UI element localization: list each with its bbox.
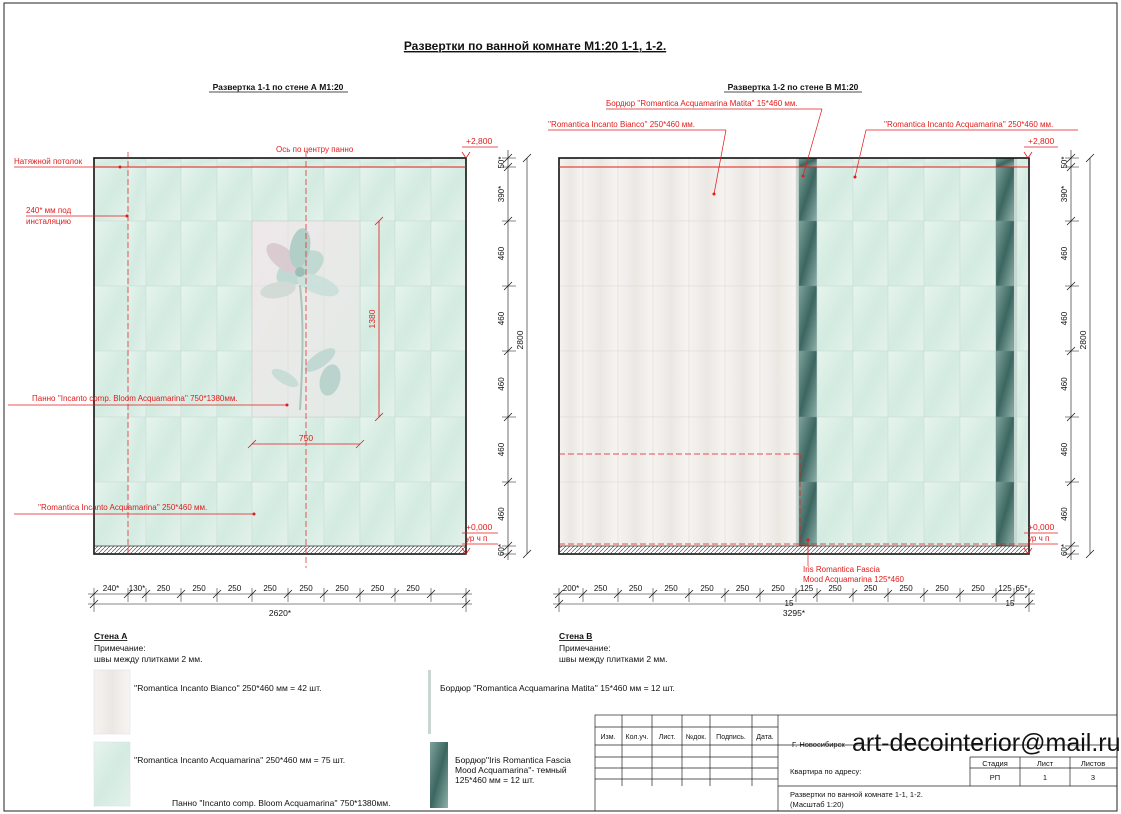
tile-acqua: [146, 417, 181, 482]
wall-b-note-1: Примечание:: [559, 643, 611, 653]
tile-acqua: [217, 167, 252, 221]
svg-text:РП: РП: [989, 773, 1001, 782]
tile-bianco: [653, 286, 689, 351]
side-dim-label: 460: [1060, 311, 1069, 326]
side-dim-label: 460: [497, 311, 506, 326]
stamp-address: Квартира по адресу:: [790, 767, 862, 776]
tile-acqua: [181, 221, 217, 286]
legend-iris-2: Mood Acquamarina''- темный: [455, 765, 567, 775]
bottom-dim-label: 250: [192, 584, 206, 593]
wall-b-bottom-dims: [553, 584, 1035, 618]
tile-acqua: [960, 482, 996, 546]
tile-matita: [796, 221, 799, 286]
side-dim-label: 460: [497, 507, 506, 521]
tile-bianco: [559, 286, 583, 351]
tile-bianco: [725, 221, 760, 286]
tile-acqua: [853, 286, 888, 351]
dim-15-right: 15: [1005, 599, 1015, 608]
dim-panel-width: 750: [298, 433, 314, 443]
tile-acqua: [146, 286, 181, 351]
tile-acqua: [1017, 286, 1029, 351]
tile-acqua: [853, 167, 888, 221]
svg-text:+2,800: +2,800: [466, 136, 493, 146]
tile-acqua: [960, 158, 996, 167]
tile-acqua: [94, 351, 128, 417]
tile-acqua: [817, 417, 853, 482]
tile-acqua: [960, 167, 996, 221]
tile-bianco: [653, 158, 689, 167]
tile-bianco: [559, 351, 583, 417]
tile-bianco: [760, 482, 796, 546]
tile-matita: [1014, 351, 1017, 417]
tile-bianco: [760, 351, 796, 417]
tile-bianco: [583, 482, 618, 546]
tile-bianco: [689, 221, 725, 286]
tile-matita: [796, 286, 799, 351]
svg-text:Лист: Лист: [1036, 759, 1054, 768]
tile-acqua: [181, 158, 217, 167]
tile-bianco: [618, 482, 653, 546]
tile-acqua: [252, 158, 288, 167]
tile-acqua: [360, 286, 395, 351]
tile-iris: [799, 221, 817, 286]
tile-acqua: [431, 482, 466, 546]
tile-acqua: [888, 482, 924, 546]
tile-bianco: [689, 351, 725, 417]
tile-acqua: [1017, 221, 1029, 286]
tile-bianco: [618, 221, 653, 286]
svg-text:Стадия: Стадия: [982, 759, 1008, 768]
svg-text:ур ч п: ур ч п: [1028, 534, 1050, 543]
tile-bianco: [559, 167, 583, 221]
tile-acqua: [431, 158, 466, 167]
bottom-dim-label: 250: [899, 584, 913, 593]
tile-bianco: [760, 221, 796, 286]
tile-acqua: [395, 417, 431, 482]
tile-iris: [799, 167, 817, 221]
tile-acqua: [924, 167, 960, 221]
tile-acqua: [817, 286, 853, 351]
side-dim-label: 390*: [1060, 185, 1069, 203]
callout-acqua: ''Romantica Incanto Acquamarina'' 250*460 мм.: [884, 120, 1054, 129]
tile-acqua: [1017, 158, 1029, 167]
tile-acqua: [128, 351, 146, 417]
tile-acqua: [960, 351, 996, 417]
tile-acqua: [217, 286, 252, 351]
svg-text:Подпись.: Подпись.: [716, 734, 746, 741]
tile-bianco: [559, 482, 583, 546]
side-dim-label: 460: [1060, 246, 1069, 261]
tile-acqua: [431, 167, 466, 221]
bottom-total-label: 3295*: [782, 608, 806, 618]
tile-acqua: [853, 221, 888, 286]
tile-acqua: [324, 167, 360, 221]
level-top-a: [462, 136, 498, 158]
legend-acqua: ''Romantica Incanto Acquamarina'' 250*460 мм = 75 шт.: [134, 755, 346, 765]
tile-matita: [796, 158, 799, 167]
dim-15-left: 15: [784, 599, 794, 608]
side-total-label: 2800: [515, 330, 525, 350]
side-dim-label: 50*: [497, 156, 506, 169]
tile-acqua: [360, 482, 395, 546]
side-dim-label: 460: [1060, 507, 1069, 521]
bottom-dim-label: 250: [828, 584, 842, 593]
tile-bianco: [618, 417, 653, 482]
level-top-b: [1024, 136, 1058, 158]
bottom-dim-label: 250: [227, 584, 242, 593]
bottom-dim-label: 250: [664, 584, 678, 593]
side-dim-label: 60*: [1060, 543, 1069, 557]
svg-text:№док.: №док.: [685, 734, 707, 741]
bottom-dim-label: 250: [863, 584, 878, 593]
svg-text:Листов: Листов: [1080, 759, 1106, 768]
tile-bianco: [725, 482, 760, 546]
tile-acqua: [252, 167, 288, 221]
callout-panel: Панно ''Incanto comp. Bloom Acquamarina'' 750*1380мм.: [32, 394, 238, 403]
tile-acqua: [960, 417, 996, 482]
tile-acqua: [128, 158, 146, 167]
wall-a-note-1: Примечание:: [94, 643, 146, 653]
bottom-dim-label: 130*: [128, 584, 146, 593]
bottom-dim-label: 250: [935, 584, 949, 593]
tile-acqua: [94, 221, 128, 286]
stamp-desc-2: (Масштаб 1:20): [790, 800, 844, 809]
tile-acqua: [960, 221, 996, 286]
tile-bianco: [760, 167, 796, 221]
tile-acqua: [146, 167, 181, 221]
callout-bianco: ''Romantica Incanto Bianco'' 250*460 мм.: [548, 120, 695, 129]
tile-acqua: [888, 221, 924, 286]
legend-panel: Панно ''Incanto comp. Bloom Acquamarina'' 750*1380мм.: [172, 798, 391, 808]
bottom-dim-label: 250: [370, 584, 385, 593]
legend-swatch-iris: [430, 742, 448, 808]
legend-matita: Бордюр ''Romantica Acquamarina Matita'' 15*460 мм = 12 шт.: [440, 683, 675, 693]
stamp-city: Г. Новосибирск: [792, 740, 845, 749]
tile-bianco: [583, 417, 618, 482]
wall-a-caption: Развертка 1-1 по стене А М1:20: [212, 82, 344, 92]
tile-matita: [796, 482, 799, 546]
legend: [94, 670, 675, 808]
legend-swatch-bianco: [94, 670, 130, 734]
tile-acqua: [324, 158, 360, 167]
bottom-dim-label: 250: [628, 584, 643, 593]
tile-acqua: [324, 482, 360, 546]
tile-bianco: [689, 167, 725, 221]
tile-acqua: [924, 482, 960, 546]
bottom-dim-label: 250: [406, 584, 420, 593]
tile-acqua: [888, 417, 924, 482]
tile-iris: [799, 482, 817, 546]
side-dim-label: 460: [1060, 377, 1069, 391]
side-dim-label: 460: [497, 442, 506, 457]
tile-acqua: [395, 221, 431, 286]
side-total-label: 2800: [1078, 330, 1088, 350]
legend-bianco: ''Romantica Incanto Bianco'' 250*460 мм = 42 шт.: [134, 683, 322, 693]
tile-acqua: [217, 158, 252, 167]
callout-install-1: 240* мм под: [26, 206, 72, 215]
tile-bianco: [689, 286, 725, 351]
tile-acqua: [324, 417, 360, 482]
tile-bianco: [559, 158, 583, 167]
tile-matita: [1014, 417, 1017, 482]
wall-b-note-2: швы между плитками 2 мм.: [559, 654, 668, 664]
tile-acqua: [128, 286, 146, 351]
side-dim-label: 390*: [497, 185, 506, 203]
tile-acqua: [128, 221, 146, 286]
callout-iris-2: Mood Acquamarina 125*460: [803, 575, 904, 584]
tile-bianco: [653, 417, 689, 482]
tile-acqua: [94, 286, 128, 351]
tile-matita: [1014, 221, 1017, 286]
tile-acqua: [395, 482, 431, 546]
callout-axis: Ось по центру панно: [276, 145, 354, 154]
tile-acqua: [888, 351, 924, 417]
tile-acqua: [181, 286, 217, 351]
wall-a-bottom-dims: [88, 584, 472, 618]
tile-iris: [799, 351, 817, 417]
svg-text:3: 3: [1090, 773, 1096, 782]
wall-b: [548, 82, 1094, 664]
tile-bianco: [725, 167, 760, 221]
tile-acqua: [360, 158, 395, 167]
tile-acqua: [1017, 167, 1029, 221]
level-zero-a: [462, 522, 498, 554]
bottom-dim-label: 250: [263, 584, 277, 593]
tile-iris: [996, 482, 1014, 546]
tile-acqua: [146, 158, 181, 167]
svg-text:+0,000: +0,000: [466, 522, 493, 532]
svg-text:Кол.уч.: Кол.уч.: [625, 734, 649, 741]
tile-matita: [1014, 286, 1017, 351]
bottom-dim-label: 125: [799, 584, 814, 593]
tile-bianco: [760, 286, 796, 351]
bottom-dim-label: 250: [299, 584, 313, 593]
side-dim-label: 60*: [497, 543, 506, 557]
svg-text:Изм.: Изм.: [600, 734, 616, 741]
tile-acqua: [853, 351, 888, 417]
tile-bianco: [653, 221, 689, 286]
page-title: Развертки по ванной комнате М1:20 1-1, 1-2.: [403, 39, 667, 53]
tile-iris: [996, 286, 1014, 351]
tile-iris: [996, 158, 1014, 167]
tile-acqua: [217, 221, 252, 286]
tile-acqua: [94, 417, 128, 482]
tile-iris: [996, 417, 1014, 482]
callout-ceiling: Натяжной потолок: [14, 157, 83, 166]
tile-acqua: [853, 417, 888, 482]
tile-bianco: [725, 417, 760, 482]
tile-bianco: [583, 351, 618, 417]
tile-acqua: [817, 482, 853, 546]
tile-acqua: [94, 167, 128, 221]
tile-bianco: [725, 351, 760, 417]
bottom-dim-label: 240*: [102, 584, 120, 593]
tile-acqua: [181, 417, 217, 482]
side-dim-label: 460: [497, 246, 506, 261]
tile-acqua: [395, 286, 431, 351]
tile-acqua: [395, 351, 431, 417]
tile-acqua: [146, 221, 181, 286]
tile-matita: [1014, 482, 1017, 546]
tile-acqua: [360, 167, 395, 221]
tile-bianco: [618, 286, 653, 351]
bottom-dim-label: 125: [998, 584, 1012, 593]
bottom-dim-label: 250: [593, 584, 608, 593]
tile-acqua: [817, 351, 853, 417]
tile-acqua: [431, 351, 466, 417]
wall-b-caption: Развертка 1-2 по стене В М1:20: [727, 82, 859, 92]
tile-bianco: [653, 167, 689, 221]
svg-text:1: 1: [1042, 773, 1048, 782]
tile-acqua: [924, 158, 960, 167]
tile-matita: [796, 417, 799, 482]
tile-bianco: [760, 417, 796, 482]
tile-acqua: [888, 158, 924, 167]
stamp-email[interactable]: art-decointerior@mail.ru: [852, 729, 1121, 757]
tile-matita: [1014, 167, 1017, 221]
bottom-dim-label: 250: [735, 584, 750, 593]
bottom-dim-label: 250: [771, 584, 785, 593]
tile-bianco: [689, 482, 725, 546]
tile-acqua: [181, 167, 217, 221]
tile-acqua: [217, 417, 252, 482]
tile-acqua: [924, 417, 960, 482]
tile-bianco: [618, 167, 653, 221]
callout-iris-1: Iris Romantica Fascia: [803, 565, 880, 574]
tile-acqua: [960, 286, 996, 351]
wall-a-label: Стена А: [94, 631, 128, 641]
tile-bianco: [559, 417, 583, 482]
legend-swatch-acqua: [94, 742, 130, 806]
tile-acqua: [181, 351, 217, 417]
callout-tile: ''Romantica Incanto Acquamarina'' 250*460 мм.: [38, 503, 208, 512]
callout-matita: Бордюр ''Romantica Acquamarina Matita'' 15*460 мм.: [606, 99, 798, 108]
tile-bianco: [618, 351, 653, 417]
tile-bianco: [583, 286, 618, 351]
bottom-dim-label: 250: [156, 584, 171, 593]
legend-iris-3: 125*460 мм = 12 шт.: [455, 775, 535, 785]
svg-text:Дата.: Дата.: [756, 734, 774, 741]
tile-acqua: [924, 351, 960, 417]
wall-b-side-dims: [1060, 150, 1094, 560]
svg-text:+0,000: +0,000: [1028, 522, 1055, 532]
tile-acqua: [94, 158, 128, 167]
bottom-dim-label: 250: [335, 584, 349, 593]
dim-panel-height: 1380: [367, 309, 377, 329]
tile-matita: [1014, 158, 1017, 167]
tile-iris: [799, 417, 817, 482]
legend-swatch-matita: [428, 670, 431, 734]
side-dim-label: 460: [497, 377, 506, 391]
bottom-total-label: 2620*: [268, 608, 292, 618]
tile-acqua: [431, 221, 466, 286]
tile-acqua: [217, 351, 252, 417]
tile-acqua: [888, 167, 924, 221]
tile-bianco: [583, 158, 618, 167]
tile-acqua: [395, 158, 431, 167]
tile-bianco: [725, 286, 760, 351]
tile-acqua: [128, 167, 146, 221]
tile-acqua: [431, 286, 466, 351]
wall-b-tiles: [559, 158, 1029, 546]
tile-bianco: [583, 221, 618, 286]
tile-acqua: [360, 351, 395, 417]
bottom-dim-label: 65*: [1015, 584, 1028, 593]
tile-bianco: [689, 417, 725, 482]
tile-acqua: [817, 167, 853, 221]
tile-acqua: [888, 286, 924, 351]
tile-acqua: [1017, 351, 1029, 417]
tile-bianco: [583, 167, 618, 221]
tile-acqua: [817, 221, 853, 286]
tile-acqua: [924, 221, 960, 286]
tile-acqua: [853, 482, 888, 546]
svg-text:+2,800: +2,800: [1028, 136, 1055, 146]
tile-bianco: [653, 351, 689, 417]
tile-matita: [796, 351, 799, 417]
bottom-dim-label: 250: [971, 584, 985, 593]
tile-acqua: [146, 351, 181, 417]
svg-text:ур ч п: ур ч п: [466, 534, 488, 543]
bottom-dim-label: 250: [700, 584, 714, 593]
tile-acqua: [360, 417, 395, 482]
tile-iris: [996, 221, 1014, 286]
bottom-dim-label: 200*: [562, 584, 580, 593]
tile-acqua: [924, 286, 960, 351]
tile-acqua: [360, 221, 395, 286]
side-dim-label: 50*: [1060, 156, 1069, 169]
tile-bianco: [725, 158, 760, 167]
tile-acqua: [817, 158, 853, 167]
legend-iris-1: Бордюр''Iris Romantica Fascia: [455, 755, 571, 765]
tile-bianco: [653, 482, 689, 546]
side-dim-label: 460: [1060, 442, 1069, 457]
stamp-desc-1: Развертки по ванной комнате 1-1, 1-2.: [790, 790, 923, 799]
tile-iris: [996, 167, 1014, 221]
tile-bianco: [760, 158, 796, 167]
tile-acqua: [252, 482, 288, 546]
wall-b-label: Стена В: [559, 631, 593, 641]
tile-acqua: [1017, 417, 1029, 482]
svg-text:Лист.: Лист.: [658, 734, 676, 741]
tile-acqua: [431, 417, 466, 482]
wall-a: [8, 82, 531, 664]
tile-acqua: [252, 417, 288, 482]
tile-iris: [799, 286, 817, 351]
tile-iris: [996, 351, 1014, 417]
wall-a-note-2: швы между плитками 2 мм.: [94, 654, 203, 664]
callout-install-2: инсталяцию: [26, 217, 71, 226]
tile-bianco: [618, 158, 653, 167]
tile-matita: [796, 167, 799, 221]
title-block-text: [601, 729, 1121, 809]
tile-acqua: [395, 167, 431, 221]
tile-bianco: [559, 221, 583, 286]
tile-acqua: [128, 417, 146, 482]
wall-a-side-dims: [497, 150, 531, 560]
